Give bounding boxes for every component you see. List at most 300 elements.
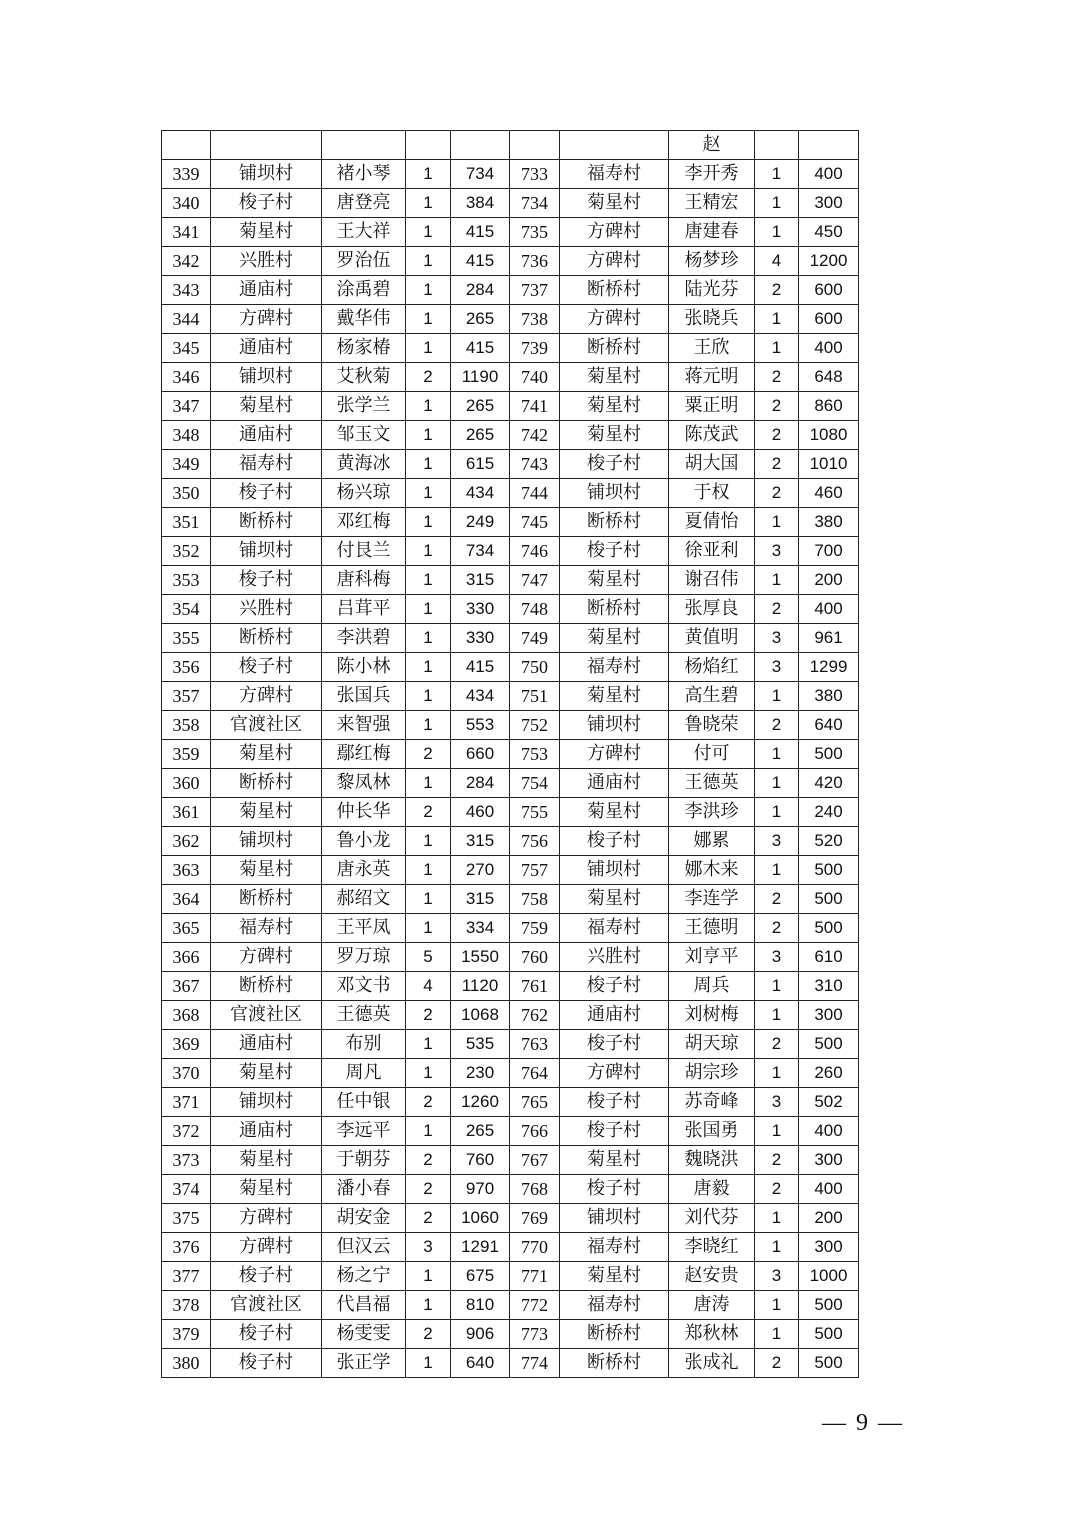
cell-name-right: 胡大国 [669,450,755,479]
cell-village-left: 官渡社区 [211,711,322,740]
cell-amount-right: 300 [799,1001,859,1030]
cell-count-left: 1 [406,450,451,479]
cell-amount-left: 1068 [451,1001,510,1030]
cell-village-right: 通庙村 [560,769,669,798]
cell-name-left: 代昌福 [322,1291,406,1320]
cell-count-right: 2 [755,1030,799,1059]
cell-name-left: 涂禹碧 [322,276,406,305]
cell-count-left: 2 [406,1204,451,1233]
cell-name-left: 邓红梅 [322,508,406,537]
table-row [162,421,859,450]
cell-amount-left: 660 [451,740,510,769]
cell-amount-right: 380 [799,508,859,537]
table-row [162,1291,859,1320]
cell-name-left: 唐科梅 [322,566,406,595]
cell-name-left: 唐永英 [322,856,406,885]
table-row [162,914,859,943]
cell-name-left: 王德英 [322,1001,406,1030]
cell-name-right: 张成礼 [669,1349,755,1378]
cell-village-right: 兴胜村 [560,943,669,972]
cell-amount-left: 1120 [451,972,510,1001]
cell-name-right: 刘树梅 [669,1001,755,1030]
table-row [162,595,859,624]
cell-amount-right: 500 [799,740,859,769]
cell-count-left: 2 [406,1088,451,1117]
cell-amount-left: 1060 [451,1204,510,1233]
cell-village-left: 铺坝村 [211,537,322,566]
cell-seq-left: 358 [162,711,211,740]
cell-count-left: 1 [406,1262,451,1291]
table-row [162,160,859,189]
cell-seq-right: 769 [510,1204,560,1233]
cell-seq-left: 364 [162,885,211,914]
cell-count-left: 2 [406,1320,451,1349]
cell-amount-right: 961 [799,624,859,653]
cell-amount-left: 315 [451,885,510,914]
cell-name-right: 胡宗珍 [669,1059,755,1088]
cell-name-right: 魏晓洪 [669,1146,755,1175]
table-row [162,479,859,508]
cell-village-right: 菊星村 [560,624,669,653]
cell-count-right: 3 [755,1262,799,1291]
cell-amount-left: 460 [451,798,510,827]
table-row [162,1030,859,1059]
cell-name-right: 刘代芬 [669,1204,755,1233]
cell-count-left: 1 [406,508,451,537]
cell-amount-left: 415 [451,334,510,363]
table-row [162,1059,859,1088]
cell-seq-right: 749 [510,624,560,653]
cell-amount-right: 380 [799,682,859,711]
cell-village-right: 福寿村 [560,160,669,189]
cell-count-right: 3 [755,624,799,653]
cell-name-left: 张学兰 [322,392,406,421]
table-body [162,131,859,1378]
cell-count-left: 1 [406,885,451,914]
cell-amount-right: 260 [799,1059,859,1088]
cell-count-right: 2 [755,885,799,914]
cell-count-left: 3 [406,1233,451,1262]
cell-count-left: 1 [406,711,451,740]
cell-name-left: 王平凤 [322,914,406,943]
cell-name-left: 王大祥 [322,218,406,247]
cell-seq-right [510,131,560,160]
table-row [162,1349,859,1378]
cell-name-right: 赵安贵 [669,1262,755,1291]
cell-village-right: 菊星村 [560,566,669,595]
table-row [162,1233,859,1262]
cell-village-right: 铺坝村 [560,711,669,740]
cell-count-right [755,131,799,160]
table-row [162,1001,859,1030]
cell-name-right: 刘亨平 [669,943,755,972]
cell-name-left: 邓文书 [322,972,406,1001]
cell-count-right: 2 [755,595,799,624]
cell-name-right: 李开秀 [669,160,755,189]
cell-amount-left: 734 [451,537,510,566]
cell-name-right: 陈茂武 [669,421,755,450]
cell-count-right: 2 [755,914,799,943]
cell-village-right: 菊星村 [560,363,669,392]
cell-count-left: 2 [406,363,451,392]
cell-name-right: 李晓红 [669,1233,755,1262]
table-row [162,1146,859,1175]
cell-village-right: 梭子村 [560,450,669,479]
cell-seq-right: 738 [510,305,560,334]
cell-seq-right: 770 [510,1233,560,1262]
cell-amount-left: 553 [451,711,510,740]
cell-seq-right: 759 [510,914,560,943]
cell-village-left: 菊星村 [211,1059,322,1088]
cell-seq-left: 353 [162,566,211,595]
cell-amount-left: 1190 [451,363,510,392]
cell-name-left: 于朝芬 [322,1146,406,1175]
cell-name-right: 张厚良 [669,595,755,624]
cell-name-left: 鄢红梅 [322,740,406,769]
cell-village-right: 菊星村 [560,189,669,218]
cell-count-left: 2 [406,1175,451,1204]
cell-name-right: 胡天琼 [669,1030,755,1059]
cell-amount-right: 1200 [799,247,859,276]
cell-name-left: 张国兵 [322,682,406,711]
cell-count-right: 1 [755,305,799,334]
cell-count-right: 1 [755,1204,799,1233]
table-row [162,218,859,247]
cell-name-right: 付可 [669,740,755,769]
cell-name-right: 杨梦珍 [669,247,755,276]
table-row [162,305,859,334]
cell-amount-left: 330 [451,595,510,624]
cell-name-left: 李洪碧 [322,624,406,653]
cell-name-left: 周凡 [322,1059,406,1088]
cell-count-left: 2 [406,798,451,827]
cell-seq-left: 354 [162,595,211,624]
cell-count-right: 1 [755,160,799,189]
cell-amount-right: 500 [799,1030,859,1059]
cell-seq-left: 380 [162,1349,211,1378]
table-row [162,1117,859,1146]
cell-count-left: 4 [406,972,451,1001]
cell-name-left: 潘小春 [322,1175,406,1204]
cell-name-right: 周兵 [669,972,755,1001]
cell-seq-left: 373 [162,1146,211,1175]
cell-seq-left: 355 [162,624,211,653]
cell-seq-right: 739 [510,334,560,363]
cell-seq-right: 764 [510,1059,560,1088]
table-row [162,508,859,537]
cell-seq-right: 772 [510,1291,560,1320]
cell-count-left: 1 [406,305,451,334]
cell-village-left: 方碑村 [211,305,322,334]
cell-seq-left: 344 [162,305,211,334]
cell-name-left: 仲长华 [322,798,406,827]
cell-village-left: 梭子村 [211,189,322,218]
cell-amount-right: 400 [799,595,859,624]
cell-amount-left: 270 [451,856,510,885]
cell-name-left: 杨兴琼 [322,479,406,508]
cell-village-right: 梭子村 [560,1175,669,1204]
cell-village-right: 福寿村 [560,1233,669,1262]
cell-seq-left: 348 [162,421,211,450]
cell-amount-left: 334 [451,914,510,943]
cell-village-right: 福寿村 [560,914,669,943]
cell-village-left: 菊星村 [211,740,322,769]
cell-village-left: 官渡社区 [211,1291,322,1320]
cell-amount-right: 310 [799,972,859,1001]
cell-village-left: 通庙村 [211,1030,322,1059]
cell-seq-left: 365 [162,914,211,943]
table-row [162,537,859,566]
cell-amount-right: 400 [799,334,859,363]
cell-village-right: 断桥村 [560,1320,669,1349]
cell-village-right: 铺坝村 [560,479,669,508]
cell-name-right: 高生碧 [669,682,755,711]
cell-name-right: 王欣 [669,334,755,363]
cell-count-right: 2 [755,363,799,392]
cell-seq-right: 734 [510,189,560,218]
cell-count-left: 1 [406,827,451,856]
table-row [162,856,859,885]
cell-count-left: 1 [406,392,451,421]
cell-seq-right: 753 [510,740,560,769]
cell-seq-left: 357 [162,682,211,711]
cell-amount-left: 415 [451,653,510,682]
cell-seq-right: 761 [510,972,560,1001]
cell-name-left: 杨家椿 [322,334,406,363]
table-row [162,450,859,479]
cell-village-right: 菊星村 [560,798,669,827]
cell-amount-right: 1000 [799,1262,859,1291]
cell-count-right: 1 [755,798,799,827]
cell-count-right: 1 [755,334,799,363]
cell-village-left: 福寿村 [211,450,322,479]
cell-count-right: 1 [755,1117,799,1146]
cell-seq-left: 363 [162,856,211,885]
cell-count-left: 1 [406,247,451,276]
cell-count-right: 2 [755,479,799,508]
cell-village-left: 兴胜村 [211,247,322,276]
cell-count-left: 1 [406,160,451,189]
cell-seq-right: 760 [510,943,560,972]
cell-village-right: 梭子村 [560,537,669,566]
table-row [162,711,859,740]
cell-amount-left: 265 [451,421,510,450]
cell-name-left: 罗治伍 [322,247,406,276]
cell-amount-left: 760 [451,1146,510,1175]
cell-name-right: 杨焰红 [669,653,755,682]
cell-seq-right: 751 [510,682,560,711]
cell-seq-right: 752 [510,711,560,740]
table-row [162,363,859,392]
cell-amount-left: 615 [451,450,510,479]
cell-amount-right: 400 [799,1175,859,1204]
cell-name-right: 粟正明 [669,392,755,421]
cell-seq-right: 733 [510,160,560,189]
cell-village-left: 铺坝村 [211,1088,322,1117]
cell-amount-left: 315 [451,566,510,595]
cell-name-right: 王精宏 [669,189,755,218]
cell-seq-right: 747 [510,566,560,595]
cell-count-left: 1 [406,1059,451,1088]
cell-count-left: 1 [406,595,451,624]
cell-count-right: 1 [755,508,799,537]
cell-name-left: 任中银 [322,1088,406,1117]
cell-amount-left: 415 [451,247,510,276]
cell-village-right: 梭子村 [560,1030,669,1059]
cell-seq-right: 744 [510,479,560,508]
cell-seq-right: 762 [510,1001,560,1030]
table-row [162,972,859,1001]
cell-name-left: 李远平 [322,1117,406,1146]
cell-seq-left: 368 [162,1001,211,1030]
cell-count-right: 2 [755,1349,799,1378]
cell-count-right: 3 [755,1088,799,1117]
cell-amount-right: 500 [799,856,859,885]
cell-village-right: 通庙村 [560,1001,669,1030]
cell-seq-left: 352 [162,537,211,566]
cell-amount-right: 300 [799,1146,859,1175]
cell-name-right: 于权 [669,479,755,508]
cell-name-left: 布别 [322,1030,406,1059]
cell-count-right: 2 [755,711,799,740]
cell-village-right [560,131,669,160]
cell-amount-left: 284 [451,276,510,305]
cell-amount-left: 640 [451,1349,510,1378]
cell-amount-right: 200 [799,566,859,595]
cell-seq-right: 735 [510,218,560,247]
table-row [162,189,859,218]
cell-name-left: 戴华伟 [322,305,406,334]
cell-count-right: 3 [755,653,799,682]
cell-village-right: 断桥村 [560,334,669,363]
cell-seq-left: 345 [162,334,211,363]
cell-amount-left: 810 [451,1291,510,1320]
cell-amount-right: 648 [799,363,859,392]
cell-name-right: 娜木来 [669,856,755,885]
cell-amount-right: 200 [799,1204,859,1233]
cell-count-right: 1 [755,189,799,218]
cell-name-right: 张国勇 [669,1117,755,1146]
cell-amount-right: 860 [799,392,859,421]
cell-seq-right: 743 [510,450,560,479]
cell-village-left: 菊星村 [211,392,322,421]
cell-count-left: 1 [406,421,451,450]
cell-name-right: 谢召伟 [669,566,755,595]
cell-count-right: 2 [755,1146,799,1175]
cell-seq-right: 757 [510,856,560,885]
cell-seq-right: 774 [510,1349,560,1378]
cell-amount-right: 400 [799,160,859,189]
cell-seq-right: 773 [510,1320,560,1349]
cell-amount-left: 1291 [451,1233,510,1262]
cell-count-right: 1 [755,1059,799,1088]
cell-name-right: 郑秋林 [669,1320,755,1349]
cell-village-left [211,131,322,160]
cell-name-left: 杨雯雯 [322,1320,406,1349]
cell-seq-left: 362 [162,827,211,856]
table-row [162,392,859,421]
cell-seq-left: 370 [162,1059,211,1088]
cell-village-left: 铺坝村 [211,363,322,392]
cell-seq-left: 374 [162,1175,211,1204]
cell-seq-left: 342 [162,247,211,276]
cell-amount-left: 265 [451,305,510,334]
cell-name-right: 苏奇峰 [669,1088,755,1117]
cell-seq-right: 737 [510,276,560,305]
cell-count-right: 1 [755,972,799,1001]
cell-name-left: 黄海冰 [322,450,406,479]
cell-village-left: 铺坝村 [211,827,322,856]
cell-amount-right: 640 [799,711,859,740]
cell-count-left: 1 [406,769,451,798]
cell-village-left: 兴胜村 [211,595,322,624]
cell-amount-right: 300 [799,1233,859,1262]
table-row [162,682,859,711]
cell-village-left: 方碑村 [211,943,322,972]
cell-village-left: 断桥村 [211,972,322,1001]
cell-count-left: 5 [406,943,451,972]
cell-name-right: 徐亚利 [669,537,755,566]
cell-seq-left: 349 [162,450,211,479]
cell-village-left: 菊星村 [211,218,322,247]
cell-count-right: 1 [755,1001,799,1030]
cell-village-right: 方碑村 [560,247,669,276]
cell-amount-left: 1550 [451,943,510,972]
cell-village-right: 菊星村 [560,885,669,914]
cell-name-right: 鲁晓荣 [669,711,755,740]
cell-count-left: 1 [406,189,451,218]
cell-amount-right: 500 [799,1320,859,1349]
cell-count-left: 2 [406,1001,451,1030]
cell-name-right: 娜累 [669,827,755,856]
cell-village-right: 菊星村 [560,421,669,450]
table-row [162,798,859,827]
cell-name-right: 王德英 [669,769,755,798]
cell-amount-left: 734 [451,160,510,189]
cell-village-right: 福寿村 [560,1291,669,1320]
cell-amount-left: 284 [451,769,510,798]
cell-seq-left: 359 [162,740,211,769]
cell-count-right: 1 [755,740,799,769]
cell-seq-left: 356 [162,653,211,682]
cell-amount-right: 1010 [799,450,859,479]
cell-amount-left: 265 [451,392,510,421]
cell-name-right: 唐涛 [669,1291,755,1320]
cell-amount-right: 600 [799,305,859,334]
cell-seq-left: 379 [162,1320,211,1349]
cell-count-left: 1 [406,624,451,653]
cell-count-right: 2 [755,1175,799,1204]
cell-count-right: 4 [755,247,799,276]
cell-amount-left: 315 [451,827,510,856]
cell-village-left: 断桥村 [211,885,322,914]
cell-amount-left: 970 [451,1175,510,1204]
cell-name-left: 但汉云 [322,1233,406,1262]
cell-name-right: 张晓兵 [669,305,755,334]
cell-seq-right: 766 [510,1117,560,1146]
cell-count-right: 1 [755,1291,799,1320]
cell-village-right: 梭子村 [560,1088,669,1117]
cell-amount-right: 610 [799,943,859,972]
cell-village-left: 断桥村 [211,624,322,653]
cell-amount-left: 230 [451,1059,510,1088]
cell-amount-right: 420 [799,769,859,798]
cell-count-right: 3 [755,537,799,566]
cell-count-right: 1 [755,566,799,595]
cell-count-left: 1 [406,653,451,682]
cell-amount-left: 415 [451,218,510,247]
cell-count-right: 1 [755,218,799,247]
